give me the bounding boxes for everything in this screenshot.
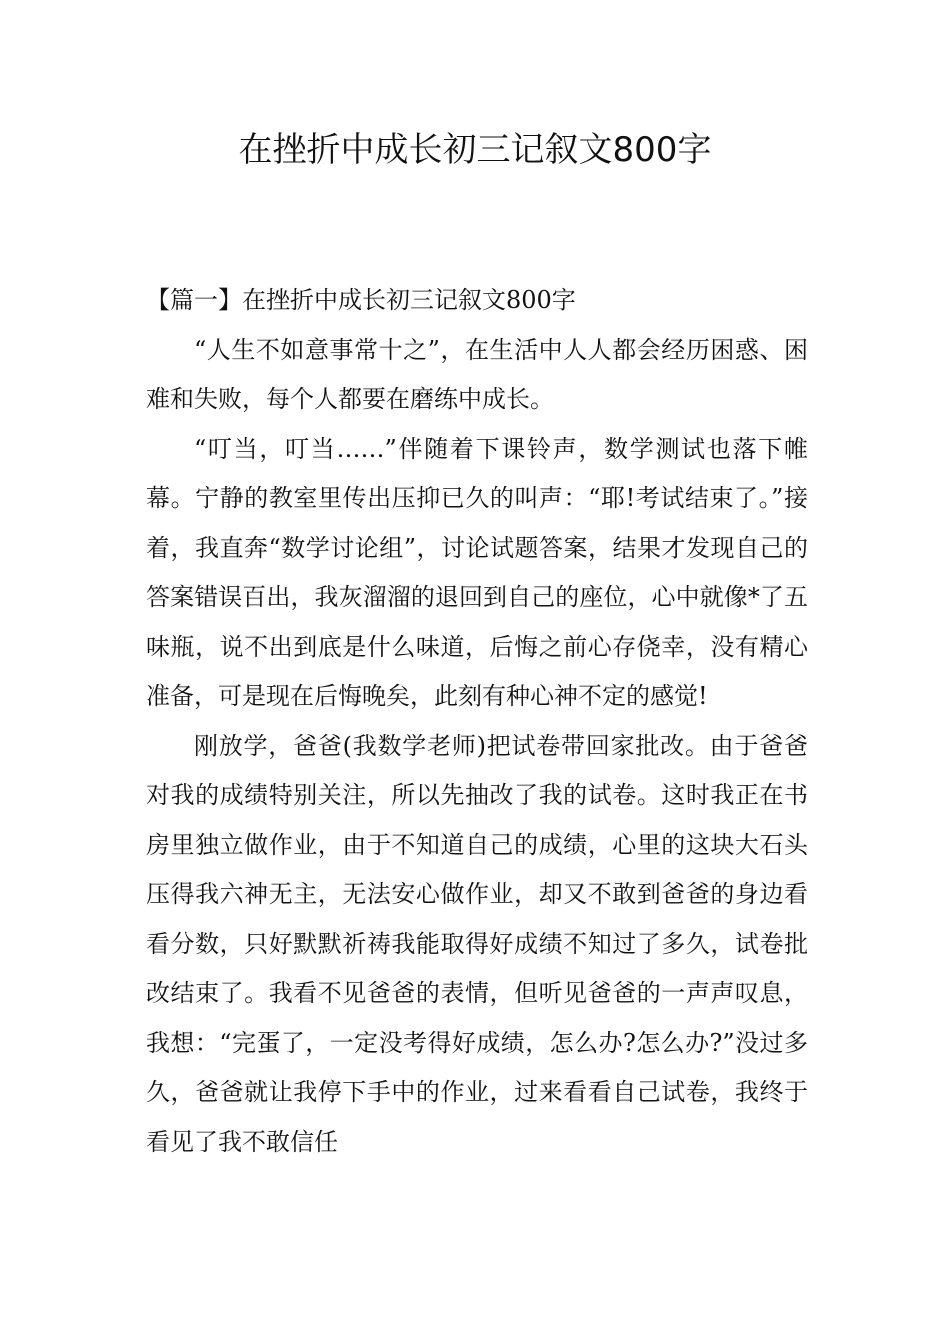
paragraph-3: 刚放学，爸爸(我数学老师)把试卷带回家批改。由于爸爸对我的成绩特别关注，所以先抽改了我的试卷。这时我正在书房里独立做作业，由于不知道自己的成绩，心里的这块大石头压得我六神无主，无法安心做作业，却又不敢到爸爸的身边看看分数，只好默默祈祷我能取得好成绩不知过了多久，试卷批改结束了。我看不见爸爸的表情，但听见爸爸的一声声叹息，我想：“完蛋了，一定没考得好成绩，怎么办?怎么办?”没过多久，爸爸就让我停下手中的作业，过来看看自己试卷，我终于看见了我不敢信任 [146,731,808,1156]
section-heading: 【篇一】在挫折中成长初三记叙文800字 [146,286,576,314]
page-title: 在挫折中成长初三记叙文800字 [238,130,712,170]
paragraph-2: “叮当，叮当……”伴随着下课铃声，数学测试也落下帷幕。宁静的教室里传出压抑已久的叫声：“耶!考试结束了。”接着，我直奔“数学讨论组”，讨论试题答案，结果才发现自己的答案错误百出，我灰溜溜的退回到自己的座位，心中就像*了五味瓶，说不出到底是什么味道，后悔之前心存侥幸，没有精心准备，可是现在后悔晚矣，此刻有种心神不定的感觉! [146,434,808,710]
paragraph-1: “人生不如意事常十之”，在生活中人人都会经历困惑、困难和失败，每个人都要在磨练中成长。 [146,335,808,413]
document-body [146,276,808,1167]
